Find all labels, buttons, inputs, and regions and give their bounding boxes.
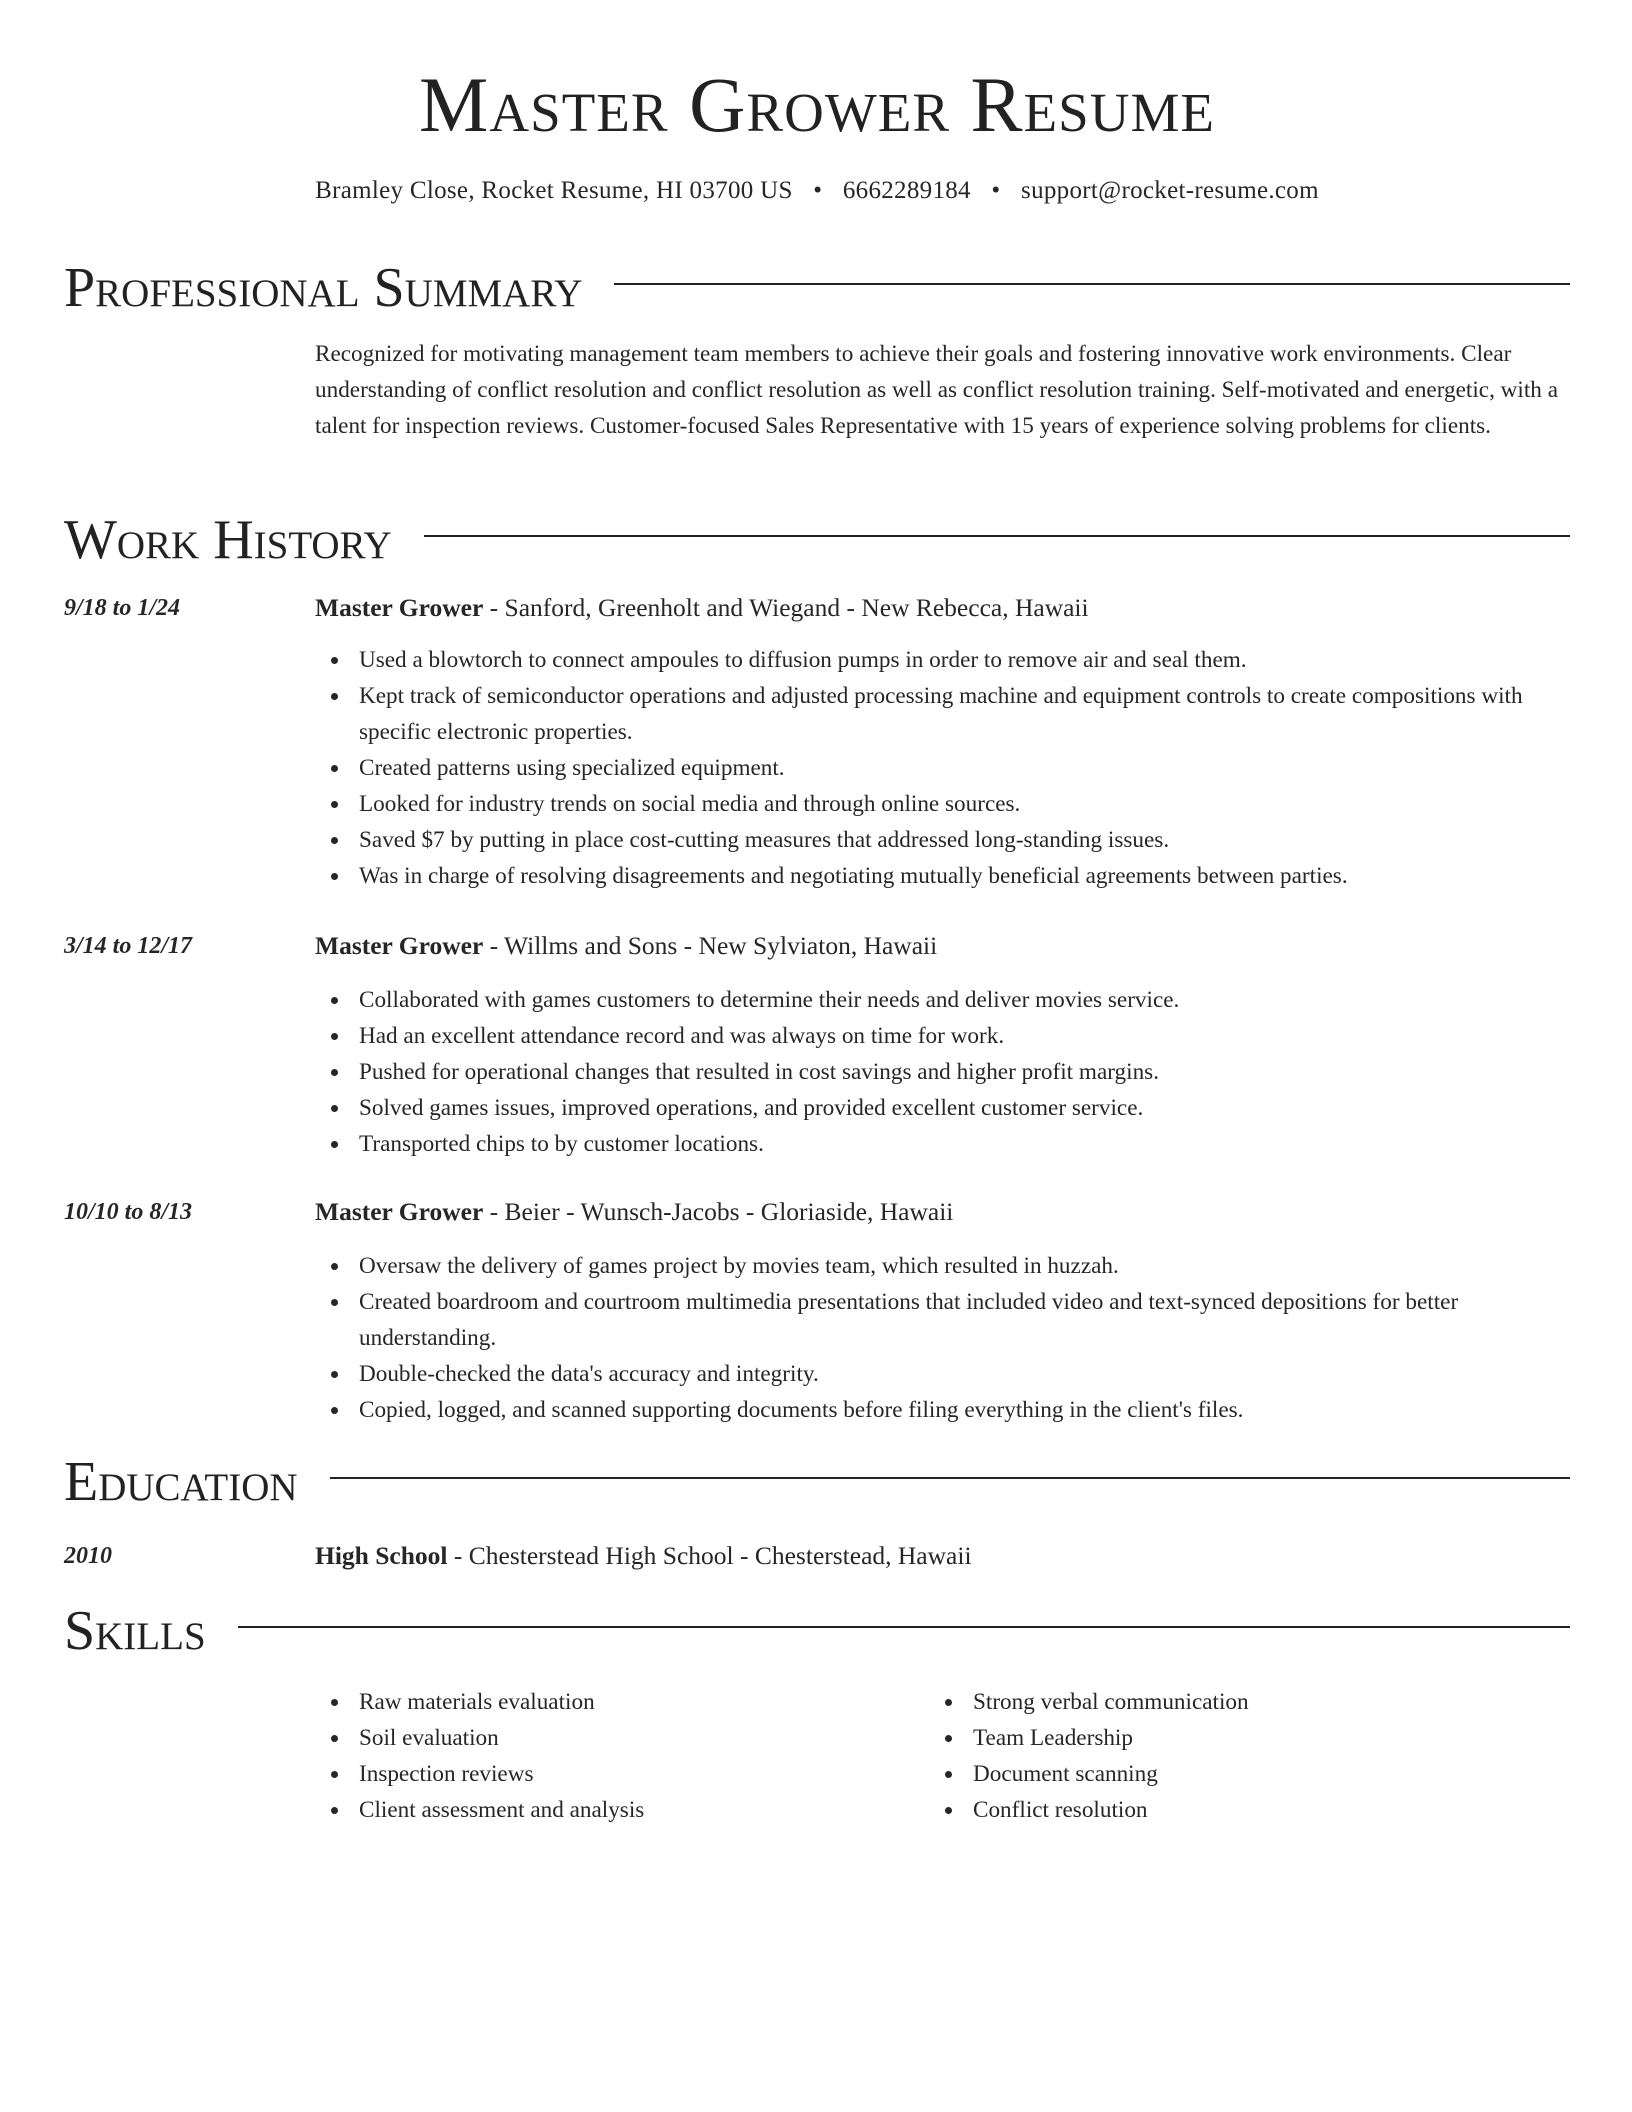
skills-column-right — [929, 1684, 1249, 1828]
list-item: Saved $7 by putting in place cost-cutting measures that addressed long-standing issues. — [359, 822, 1570, 858]
contact-separator: • — [813, 177, 823, 204]
summary-section-heading — [64, 254, 1570, 322]
job-role-line — [315, 928, 1570, 964]
job-dates: 3/14 to 12/17 — [64, 933, 193, 959]
job-employer: - Sanford, Greenholt and Wiegand - New Rebecca, Hawaii — [483, 593, 1089, 622]
skill-item: Document scanning — [973, 1756, 1249, 1792]
work-section-heading — [64, 506, 1570, 574]
list-item: Pushed for operational changes that resulted in cost savings and higher profit margins. — [359, 1054, 1570, 1090]
skills-heading: Skills — [64, 1600, 206, 1662]
contact-email: support@rocket-resume.com — [1021, 177, 1319, 204]
contact-line — [64, 176, 1570, 206]
skill-item: Inspection reviews — [359, 1756, 644, 1792]
job-title: Master Grower — [315, 1197, 484, 1226]
list-item: Created patterns using specialized equipment. — [359, 750, 1570, 786]
job-dates: 9/18 to 1/24 — [64, 595, 181, 621]
job-employer: - Willms and Sons - New Sylviaton, Hawaii — [483, 931, 938, 960]
skill-item: Strong verbal communication — [973, 1684, 1249, 1720]
list-item: Created boardroom and courtroom multimedia presentations that included video and text-synced depositions for better understanding. — [359, 1284, 1570, 1356]
work-heading: Work History — [64, 509, 392, 571]
job-title: Master Grower — [315, 593, 484, 622]
job-title: Master Grower — [315, 931, 484, 960]
skill-item: Team Leadership — [973, 1720, 1249, 1756]
education-line — [315, 1538, 1570, 1574]
education-degree: High School — [315, 1541, 448, 1570]
job-employer: - Beier - Wunsch-Jacobs - Gloriaside, Hawaii — [483, 1197, 954, 1226]
skills-column-left — [315, 1684, 644, 1828]
resume-title: Master Grower Resume — [419, 61, 1215, 148]
list-item: Transported chips to by customer locations. — [359, 1126, 1570, 1162]
job-role-line — [315, 590, 1570, 626]
job-duties-list — [315, 642, 1570, 894]
job-dates: 10/10 to 8/13 — [64, 1199, 193, 1225]
job-duties-list — [315, 982, 1570, 1162]
contact-separator: • — [991, 177, 1001, 204]
list-item: Was in charge of resolving disagreements and negotiating mutually beneficial agreements between parties. — [359, 858, 1570, 894]
education-section-heading — [64, 1448, 1570, 1516]
job-role-line — [315, 1194, 1570, 1230]
section-divider — [424, 535, 1570, 537]
skill-item: Client assessment and analysis — [359, 1792, 644, 1828]
list-item: Collaborated with games customers to determine their needs and deliver movies service. — [359, 982, 1570, 1018]
education-heading: Education — [64, 1451, 298, 1513]
education-year: 2010 — [64, 1543, 112, 1569]
list-item: Used a blowtorch to connect ampoules to diffusion pumps in order to remove air and seal them. — [359, 642, 1570, 678]
list-item: Looked for industry trends on social media and through online sources. — [359, 786, 1570, 822]
section-divider — [238, 1626, 1570, 1628]
summary-heading: Professional Summary — [64, 257, 583, 319]
section-divider — [330, 1477, 1570, 1479]
education-school: - Chesterstead High School - Chesterstead, Hawaii — [447, 1541, 972, 1570]
list-item: Double-checked the data's accuracy and integrity. — [359, 1356, 1570, 1392]
skill-item: Conflict resolution — [973, 1792, 1249, 1828]
list-item: Copied, logged, and scanned supporting documents before filing everything in the client's files. — [359, 1392, 1570, 1428]
skill-item: Soil evaluation — [359, 1720, 644, 1756]
list-item: Solved games issues, improved operations, and provided excellent customer service. — [359, 1090, 1570, 1126]
job-duties-list — [315, 1248, 1570, 1428]
list-item: Oversaw the delivery of games project by movies team, which resulted in huzzah. — [359, 1248, 1570, 1284]
list-item: Had an excellent attendance record and was always on time for work. — [359, 1018, 1570, 1054]
section-divider — [614, 283, 1570, 285]
skill-item: Raw materials evaluation — [359, 1684, 644, 1720]
skills-section-heading — [64, 1597, 1570, 1665]
contact-address: Bramley Close, Rocket Resume, HI 03700 US — [315, 177, 793, 204]
summary-text: Recognized for motivating management team members to achieve their goals and fostering innovative work environments. Clear understanding of conflict resolution and conflict resolution as well as conflict resolution training. Self-motivated and energetic, with a talent for inspection reviews. Customer-focused Sales Representative with 15 years of experience solving problems for clients. — [315, 341, 1558, 439]
contact-phone: 6662289184 — [842, 177, 971, 204]
list-item: Kept track of semiconductor operations and adjusted processing machine and equipment controls to create compositions with specific electronic properties. — [359, 678, 1570, 750]
